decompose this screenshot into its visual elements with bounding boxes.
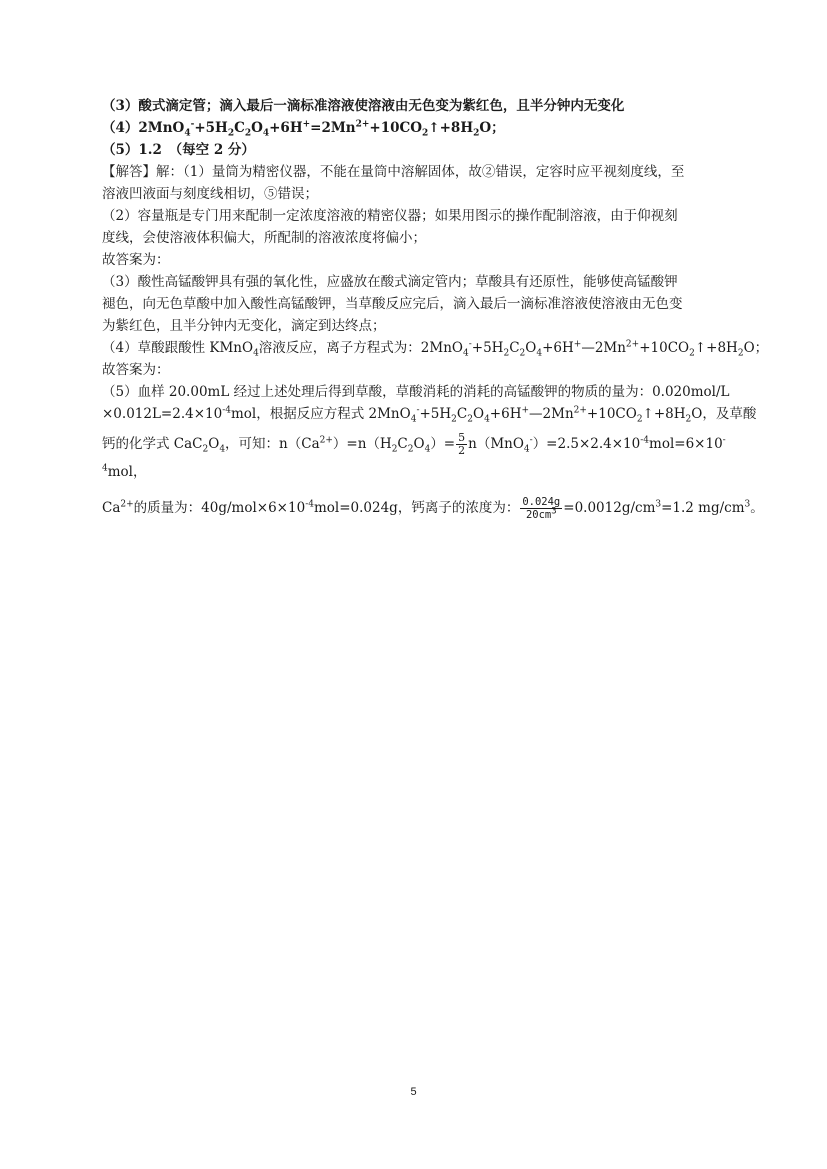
solution-p2-line1: （2）容量瓶是专门用来配制一定浓度溶液的精密仪器；如果用图示的操作配制溶液，由于仰视刻 (102, 208, 678, 224)
answer-label-2: 故答案为： (102, 362, 170, 378)
solution-intro: 【解答】解：（1）量筒为精密仪器，不能在量筒中溶解固体，故②错误，定容时应平视刻度线，至 (102, 164, 685, 180)
solution-p5-line2: $\times 0.012L=2.4\times 10^{-4}mol$，根据反应方程式 $2MnO_4^-+5H_2C_2O_4+6H^+—2Mn^{2+}+10CO_2↑+8H_2O$，及草酸 (102, 405, 757, 425)
answer-3: （3）酸式滴定管；滴入最后一滴标准溶液使溶液由无色变为紫红色，且半分钟内无变化 (102, 98, 625, 114)
answer-4 (102, 118, 732, 138)
solution-p3-line3: 为紫红色，且半分钟内无变化，滴定到达终点； (102, 318, 386, 334)
page-number: 5 (410, 1086, 417, 1098)
solution-p5-line3: 钙的化学式 $CaC_2O_4$，可知：$n(Ca^{2+})=n(H_2C_2O_4)=$ $\frac{5}{2}$ $n(MnO_4^-)=2.5\times 2.4\times 10^{-4}mol=6\times 10^-$ (102, 431, 726, 457)
solution-p2-line2: 度线，会使溶液体积偏大，所配制的溶液浓度将偏小； (102, 230, 426, 246)
answer-4-prefix: （4） (102, 120, 139, 136)
solution-p5-line4: $^4$mol， (102, 463, 147, 480)
solution-intro-cont: 溶液凹液面与刻度线相切，⑤错误； (102, 186, 318, 202)
answer-5: （5）1.2 （每空 2 分） (102, 142, 255, 158)
solution-p5-line5: $Ca^{2+}$的质量为：$40g/mol\times 6\times 10^{-4}mol=0.024g$，钙离子的浓度为： $\frac{0.024g}{20cm^3}$ $=0.0012g/cm^3=1.2$ $mg/cm^3$。 (102, 496, 764, 521)
answer-label-1: 故答案为： (102, 252, 170, 268)
solution-p3-line2: 褪色，向无色草酸中加入酸性高锰酸钾，当草酸反应完后，滴入最后一滴标准溶液使溶液由无色变 (102, 296, 683, 312)
solution-p5-line1: （5）血样 20.00mL 经过上述处理后得到草酸，草酸消耗的消耗的高锰酸钾的物质的量为：0.020mol/L (102, 384, 730, 400)
solution-p4-line1: （4）草酸跟酸性 KMnO$_4$溶液反应，离子方程式为：$2MnO_4^-+5H_2C_2O_4+6H^+—2Mn^{2+}+10CO_2↑+8H_2O$； (102, 339, 769, 359)
answer-4-equation: $2MnO_4^-+5H_2C_2O_4+6H^+=2Mn^{2+}+10CO_2↑+8H_2O$； (138, 119, 505, 139)
solution-p3-line1: （3）酸性高锰酸钾具有强的氧化性，应盛放在酸式滴定管内；草酸具有还原性，能够使高锰酸钾 (102, 274, 678, 290)
